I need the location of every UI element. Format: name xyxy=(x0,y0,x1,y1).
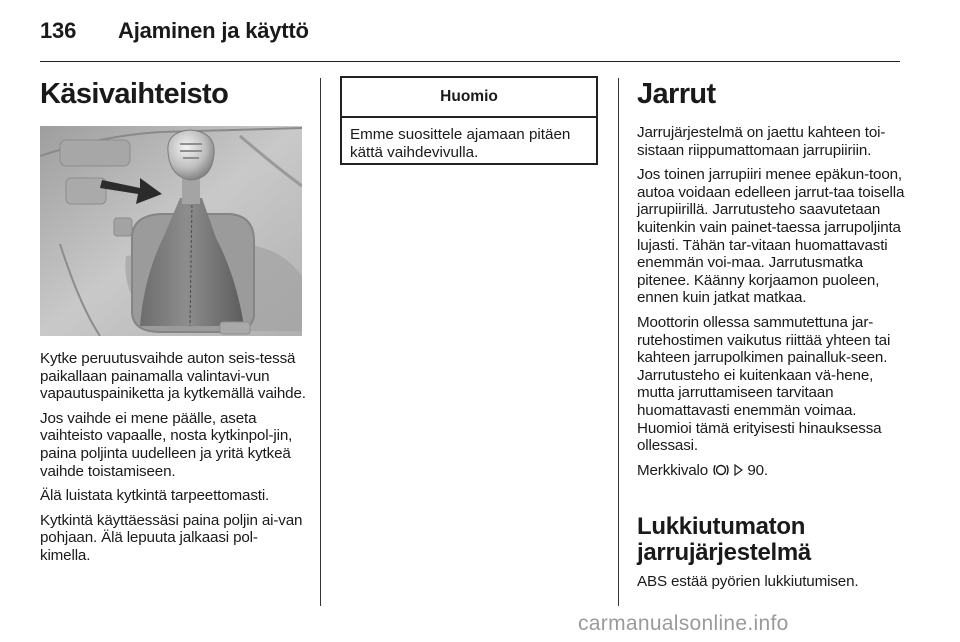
paragraph-brake-circuits: Jarrujärjestelmä on jaettu kahteen toi-sistaan riippumattomaan jarrupiiriin. xyxy=(637,124,886,159)
watermark: carmanualsonline.info xyxy=(578,612,789,635)
heading-abs-line1: Lukkiutumaton xyxy=(637,513,806,540)
paragraph-reverse-gear: Kytke peruutusvaihde auton seis-tessä paikallaan painamalla valintavi-vun vapautuspainiketta ja kytkemällä vaihde. xyxy=(40,350,306,403)
brakes-text xyxy=(637,124,907,486)
paragraph-circuit-failure: Jos toinen jarrupiiri menee epäkun-toon, autoa voidaan edelleen jarrut-taa toisella jarrupiirillä. Jarrutusteho saavutetaan kuitenkin vain painet-taessa jarrupoljinta lujasti. Tähän tar-vitaan huomattavasti enemmän voi-maa. Jarrutusmatka pitenee. Käänny korjaamon puoleen, ennen kuin jatkat matkaa. xyxy=(637,166,905,307)
page-header xyxy=(40,18,900,48)
note-text: Emme suosittele ajamaan pitäen kättä vaihdevivulla. xyxy=(350,126,571,161)
heading-abs-line2: jarrujärjestelmä xyxy=(637,539,811,566)
paragraph-clutch-slip: Älä luistata kytkintä tarpeettomasti. xyxy=(40,487,270,505)
note-title: Huomio xyxy=(342,78,596,118)
header-divider xyxy=(40,61,900,62)
heading-brakes: Jarrut xyxy=(637,78,716,110)
paragraph-engine-off: Moottorin ollessa sammutettuna jar-rutehostimen vaikutus riittää yhteen tai kahteen jarrupolkimen painalluk-seen. Jarrutusteho ei kuitenkaan vä-hene, mutta jarruttamiseen tarvitaan huomattavasti enemmän voimaa. Huomioi tämä erityisesti hinauksessa ollessasi. xyxy=(637,313,891,455)
reference-page: 90. xyxy=(747,461,768,479)
heading-abs xyxy=(637,514,811,566)
section-title: Ajaminen ja käyttö xyxy=(118,18,309,43)
warning-light-reference xyxy=(637,462,907,480)
left-text xyxy=(40,350,306,572)
caution-note xyxy=(340,76,598,165)
brake-warning-icon xyxy=(712,462,730,480)
column-divider-right xyxy=(618,78,619,606)
gear-lever-photo xyxy=(40,126,302,336)
reference-arrow-icon xyxy=(734,462,743,480)
column-divider-left xyxy=(320,78,321,606)
abs-text: ABS estää pyörien lukkiutumisen. xyxy=(637,573,859,590)
reference-label: Merkkivalo xyxy=(637,461,709,479)
paragraph-clutch-use: Kytkintä käyttäessäsi paina poljin ai-van pohjaan. Älä lepuuta jalkaasi pol-kimella. xyxy=(40,511,303,564)
heading-manual-transmission: Käsivaihteisto xyxy=(40,78,229,110)
gear-lever-illustration xyxy=(40,126,302,336)
paragraph-gear-not-engaging: Jos vaihde ei mene päälle, aseta vaihteisto vapaalle, nosta kytkinpol-jin, paina poljinta uudelleen ja yritä kytkeä vaihde toistamiseen. xyxy=(40,409,293,480)
page-number: 136 xyxy=(40,18,77,43)
